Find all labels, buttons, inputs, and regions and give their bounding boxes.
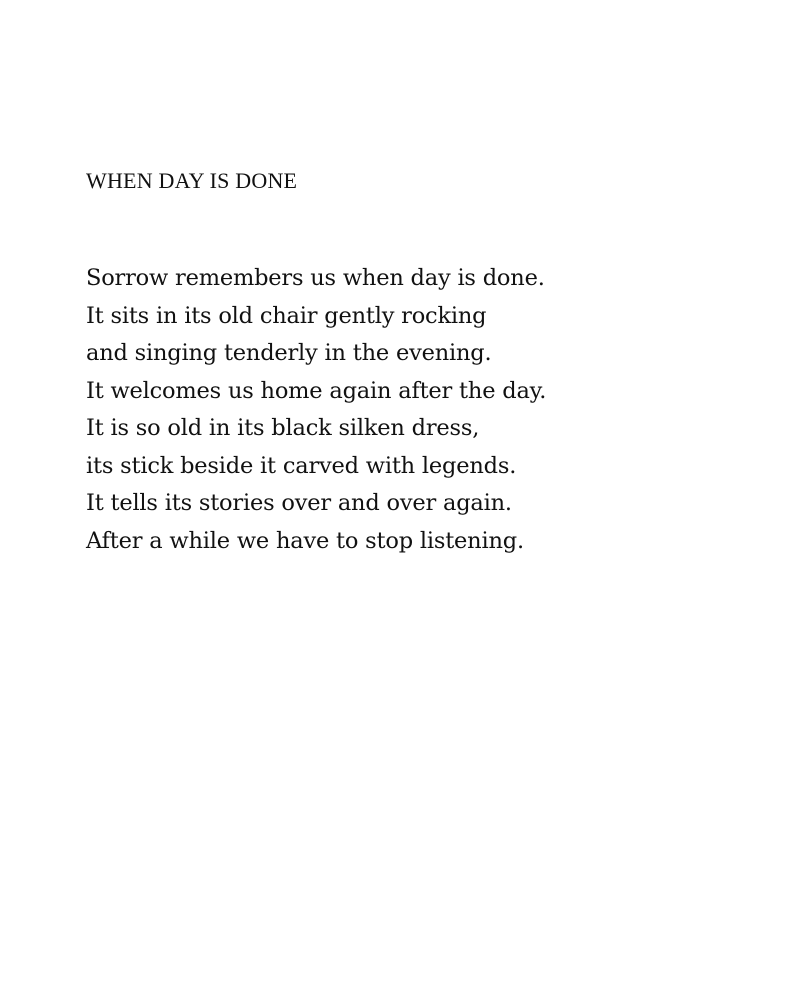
poem-line: It tells its stories over and over again. xyxy=(86,490,512,516)
poem-line: It sits in its old chair gently rocking xyxy=(86,302,487,329)
poem-line: After a while we have to stop listening. xyxy=(86,527,524,554)
poem-line: its stick beside it carved with legends. xyxy=(86,452,517,479)
poem-title: WHEN DAY IS DONE xyxy=(86,168,298,193)
poem-line: It is so old in its black silken dress, xyxy=(86,415,480,441)
poem-stanza xyxy=(86,260,546,560)
poem-line: It welcomes us home again after the day. xyxy=(86,377,547,404)
poem-line: and singing tenderly in the evening. xyxy=(86,340,492,366)
poem-line: Sorrow remembers us when day is done. xyxy=(86,265,545,291)
